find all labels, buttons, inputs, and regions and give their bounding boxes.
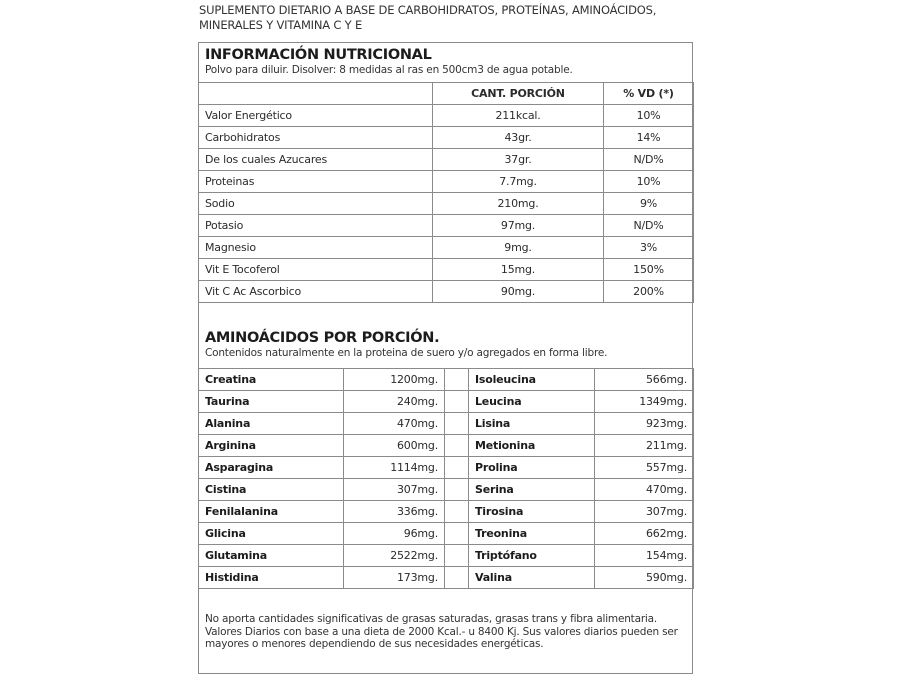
- nutrient-vd: N/D%: [604, 215, 694, 237]
- spacer-cell: [445, 457, 469, 479]
- amino-name: Leucina: [469, 391, 595, 413]
- nutrient-amount: 97mg.: [433, 215, 604, 237]
- column-header-nutrient: [199, 83, 433, 105]
- amino-value: 2522mg.: [344, 545, 445, 567]
- amino-header: [199, 326, 692, 360]
- amino-row: [199, 501, 694, 523]
- nutrient-name: Valor Energético: [199, 105, 433, 127]
- amino-name: Isoleucina: [469, 369, 595, 391]
- nutrition-row: [199, 193, 694, 215]
- nutrient-amount: 90mg.: [433, 281, 604, 303]
- amino-value: 1200mg.: [344, 369, 445, 391]
- amino-name: Lisina: [469, 413, 595, 435]
- nutrition-table-header: [199, 83, 694, 105]
- amino-name: Fenilalanina: [199, 501, 344, 523]
- nutrition-header: [199, 43, 692, 77]
- nutrient-name: Magnesio: [199, 237, 433, 259]
- amino-row: [199, 369, 694, 391]
- amino-value: 1114mg.: [344, 457, 445, 479]
- nutrition-row: [199, 171, 694, 193]
- nutrient-amount: 43gr.: [433, 127, 604, 149]
- amino-value: 662mg.: [595, 523, 694, 545]
- amino-name: Metionina: [469, 435, 595, 457]
- amino-row: [199, 545, 694, 567]
- nutrient-amount: 211kcal.: [433, 105, 604, 127]
- nutrient-vd: 200%: [604, 281, 694, 303]
- spacer-cell: [445, 501, 469, 523]
- amino-name: Glutamina: [199, 545, 344, 567]
- amino-value: 557mg.: [595, 457, 694, 479]
- amino-name: Creatina: [199, 369, 344, 391]
- nutrient-vd: 9%: [604, 193, 694, 215]
- column-header-vd: % VD (*): [604, 83, 694, 105]
- nutrient-vd: 10%: [604, 105, 694, 127]
- nutrition-subtitle: Polvo para diluir. Disolver: 8 medidas al ras en 500cm3 de agua potable.: [205, 64, 573, 76]
- nutrition-row: [199, 237, 694, 259]
- nutrient-vd: 3%: [604, 237, 694, 259]
- amino-name: Triptófano: [469, 545, 595, 567]
- amino-value: 336mg.: [344, 501, 445, 523]
- nutrition-row: [199, 105, 694, 127]
- amino-subtitle: Contenidos naturalmente en la proteina de suero y/o agregados en forma libre.: [205, 347, 608, 359]
- amino-name: Treonina: [469, 523, 595, 545]
- nutrition-row: [199, 259, 694, 281]
- nutrient-name: Proteinas: [199, 171, 433, 193]
- amino-name: Histidina: [199, 567, 344, 589]
- column-header-amount: CANT. PORCIÓN: [433, 83, 604, 105]
- spacer-cell: [445, 413, 469, 435]
- amino-title: AMINOÁCIDOS POR PORCIÓN.: [205, 330, 440, 346]
- nutrition-label: [198, 42, 693, 674]
- product-title: SUPLEMENTO DIETARIO A BASE DE CARBOHIDRATOS, PROTEÍNAS, AMINOÁCIDOS, MINERALES Y VITAMINA C Y E: [199, 3, 657, 32]
- nutrient-vd: 14%: [604, 127, 694, 149]
- spacer-cell: [445, 391, 469, 413]
- amino-name: Serina: [469, 479, 595, 501]
- nutrient-vd: 10%: [604, 171, 694, 193]
- nutrition-table: [198, 82, 694, 303]
- nutrient-name: Sodio: [199, 193, 433, 215]
- nutrition-row: [199, 127, 694, 149]
- amino-row: [199, 567, 694, 589]
- amino-value: 154mg.: [595, 545, 694, 567]
- nutrient-amount: 37gr.: [433, 149, 604, 171]
- nutrient-name: Vit E Tocoferol: [199, 259, 433, 281]
- amino-table: [198, 368, 694, 589]
- amino-name: Tirosina: [469, 501, 595, 523]
- nutrient-vd: 150%: [604, 259, 694, 281]
- amino-name: Taurina: [199, 391, 344, 413]
- nutrition-row: [199, 149, 694, 171]
- nutrient-vd: N/D%: [604, 149, 694, 171]
- nutrient-amount: 7.7mg.: [433, 171, 604, 193]
- amino-value: 590mg.: [595, 567, 694, 589]
- amino-name: Asparagina: [199, 457, 344, 479]
- amino-row: [199, 523, 694, 545]
- amino-name: Prolina: [469, 457, 595, 479]
- nutrition-row: [199, 281, 694, 303]
- amino-name: Valina: [469, 567, 595, 589]
- amino-value: 307mg.: [595, 501, 694, 523]
- amino-name: Arginina: [199, 435, 344, 457]
- amino-row: [199, 479, 694, 501]
- nutrient-amount: 210mg.: [433, 193, 604, 215]
- amino-value: 173mg.: [344, 567, 445, 589]
- spacer-cell: [445, 523, 469, 545]
- nutrient-name: Carbohidratos: [199, 127, 433, 149]
- nutrient-amount: 15mg.: [433, 259, 604, 281]
- spacer-cell: [445, 567, 469, 589]
- amino-value: 923mg.: [595, 413, 694, 435]
- amino-value: 470mg.: [595, 479, 694, 501]
- nutrient-name: De los cuales Azucares: [199, 149, 433, 171]
- amino-value: 1349mg.: [595, 391, 694, 413]
- nutrient-name: Vit C Ac Ascorbico: [199, 281, 433, 303]
- amino-name: Cistina: [199, 479, 344, 501]
- amino-value: 240mg.: [344, 391, 445, 413]
- amino-value: 566mg.: [595, 369, 694, 391]
- amino-row: [199, 413, 694, 435]
- amino-row: [199, 435, 694, 457]
- nutrition-row: [199, 215, 694, 237]
- spacer-cell: [445, 435, 469, 457]
- nutrition-title: INFORMACIÓN NUTRICIONAL: [205, 47, 432, 63]
- spacer-cell: [445, 545, 469, 567]
- nutrient-name: Potasio: [199, 215, 433, 237]
- amino-value: 211mg.: [595, 435, 694, 457]
- amino-name: Alanina: [199, 413, 344, 435]
- amino-value: 96mg.: [344, 523, 445, 545]
- amino-name: Glicina: [199, 523, 344, 545]
- spacer-cell: [445, 479, 469, 501]
- amino-row: [199, 391, 694, 413]
- spacer-cell: [445, 369, 469, 391]
- amino-value: 307mg.: [344, 479, 445, 501]
- amino-value: 470mg.: [344, 413, 445, 435]
- amino-row: [199, 457, 694, 479]
- amino-value: 600mg.: [344, 435, 445, 457]
- footnote: No aporta cantidades significativas de grasas saturadas, grasas trans y fibra alimentaria. Valores Diarios con base a una dieta de 2000 Kcal.- u 8400 Kj. Sus valores diarios pueden ser mayores o menores dependiendo de sus necesidades energéticas.: [205, 613, 678, 650]
- nutrient-amount: 9mg.: [433, 237, 604, 259]
